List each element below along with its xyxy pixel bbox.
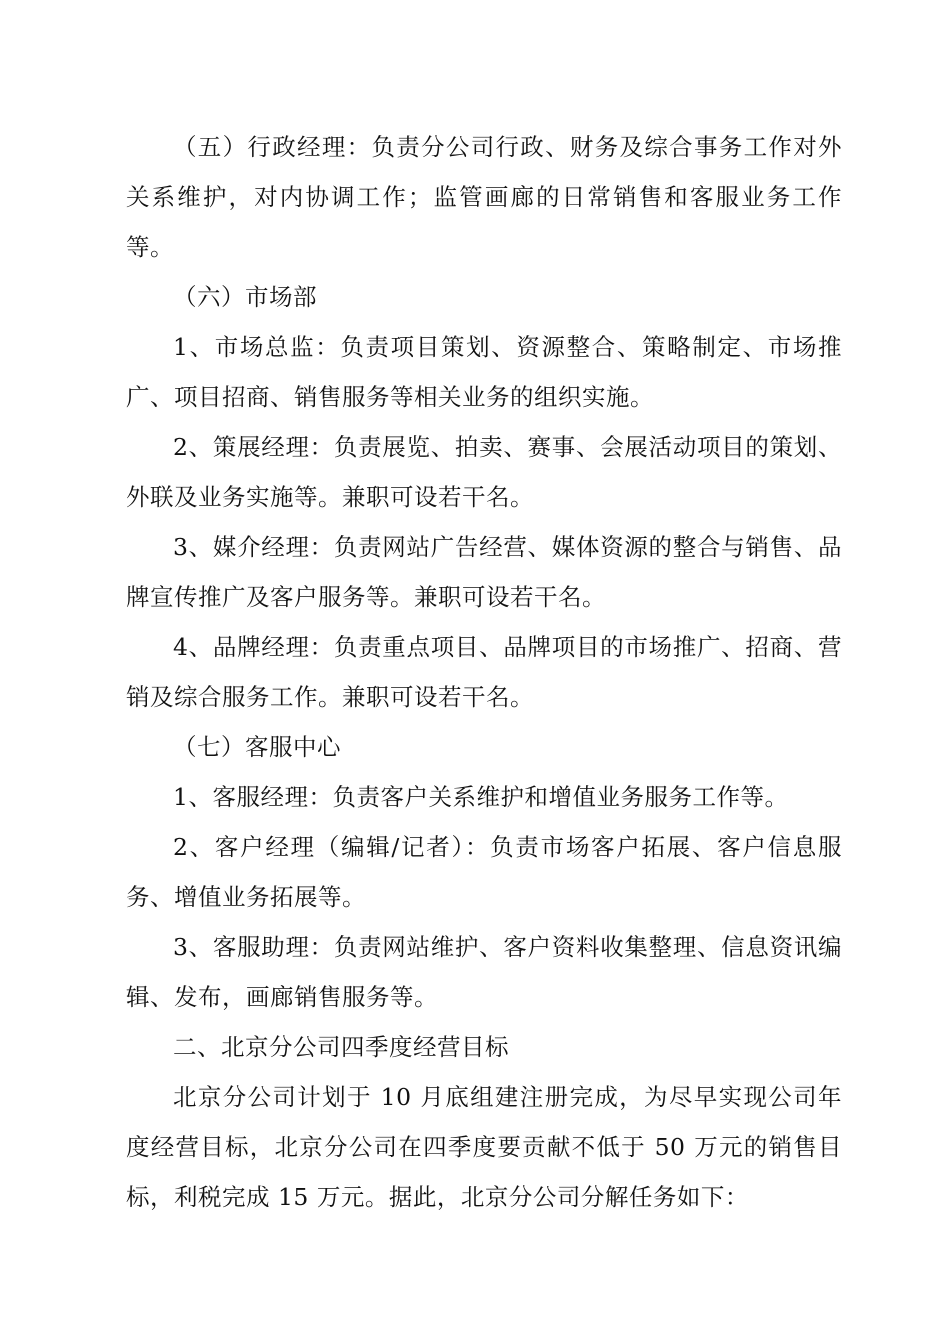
- paragraph-exhibition-manager: 2、策展经理：负责展览、拍卖、赛事、会展活动项目的策划、外联及业务实施等。兼职可设若干名。: [126, 433, 842, 511]
- document-body: [126, 122, 842, 1222]
- paragraph-service-manager: 1、客服经理：负责客户关系维护和增值业务服务工作等。: [173, 783, 789, 811]
- section-heading-marketing: （六）市场部: [173, 283, 317, 311]
- section-heading-q4-targets: 二、北京分公司四季度经营目标: [173, 1033, 509, 1061]
- paragraph-brand-manager: 4、品牌经理：负责重点项目、品牌项目的市场推广、招商、营销及综合服务工作。兼职可设若干名。: [126, 633, 842, 711]
- paragraph-admin-manager: （五）行政经理：负责分公司行政、财务及综合事务工作对外关系维护，对内协调工作；监管画廊的日常销售和客服业务工作等。: [126, 133, 842, 261]
- paragraph-marketing-director: 1、市场总监：负责项目策划、资源整合、策略制定、市场推广、项目招商、销售服务等相关业务的组织实施。: [126, 333, 842, 411]
- paragraph-service-assistant: 3、客服助理：负责网站维护、客户资料收集整理、信息资讯编辑、发布，画廊销售服务等。: [126, 933, 842, 1011]
- paragraph-q4-targets: 北京分公司计划于 10 月底组建注册完成，为尽早实现公司年度经营目标，北京分公司在四季度要贡献不低于 50 万元的销售目标，利税完成 15 万元。据此，北京分公司分解任务如下：: [126, 1083, 842, 1211]
- paragraph-account-manager: 2、客户经理（编辑/记者）：负责市场客户拓展、客户信息服务、增值业务拓展等。: [126, 833, 842, 911]
- paragraph-media-manager: 3、媒介经理：负责网站广告经营、媒体资源的整合与销售、品牌宣传推广及客户服务等。兼职可设若干名。: [126, 533, 842, 611]
- section-heading-customer-service: （七）客服中心: [173, 733, 341, 761]
